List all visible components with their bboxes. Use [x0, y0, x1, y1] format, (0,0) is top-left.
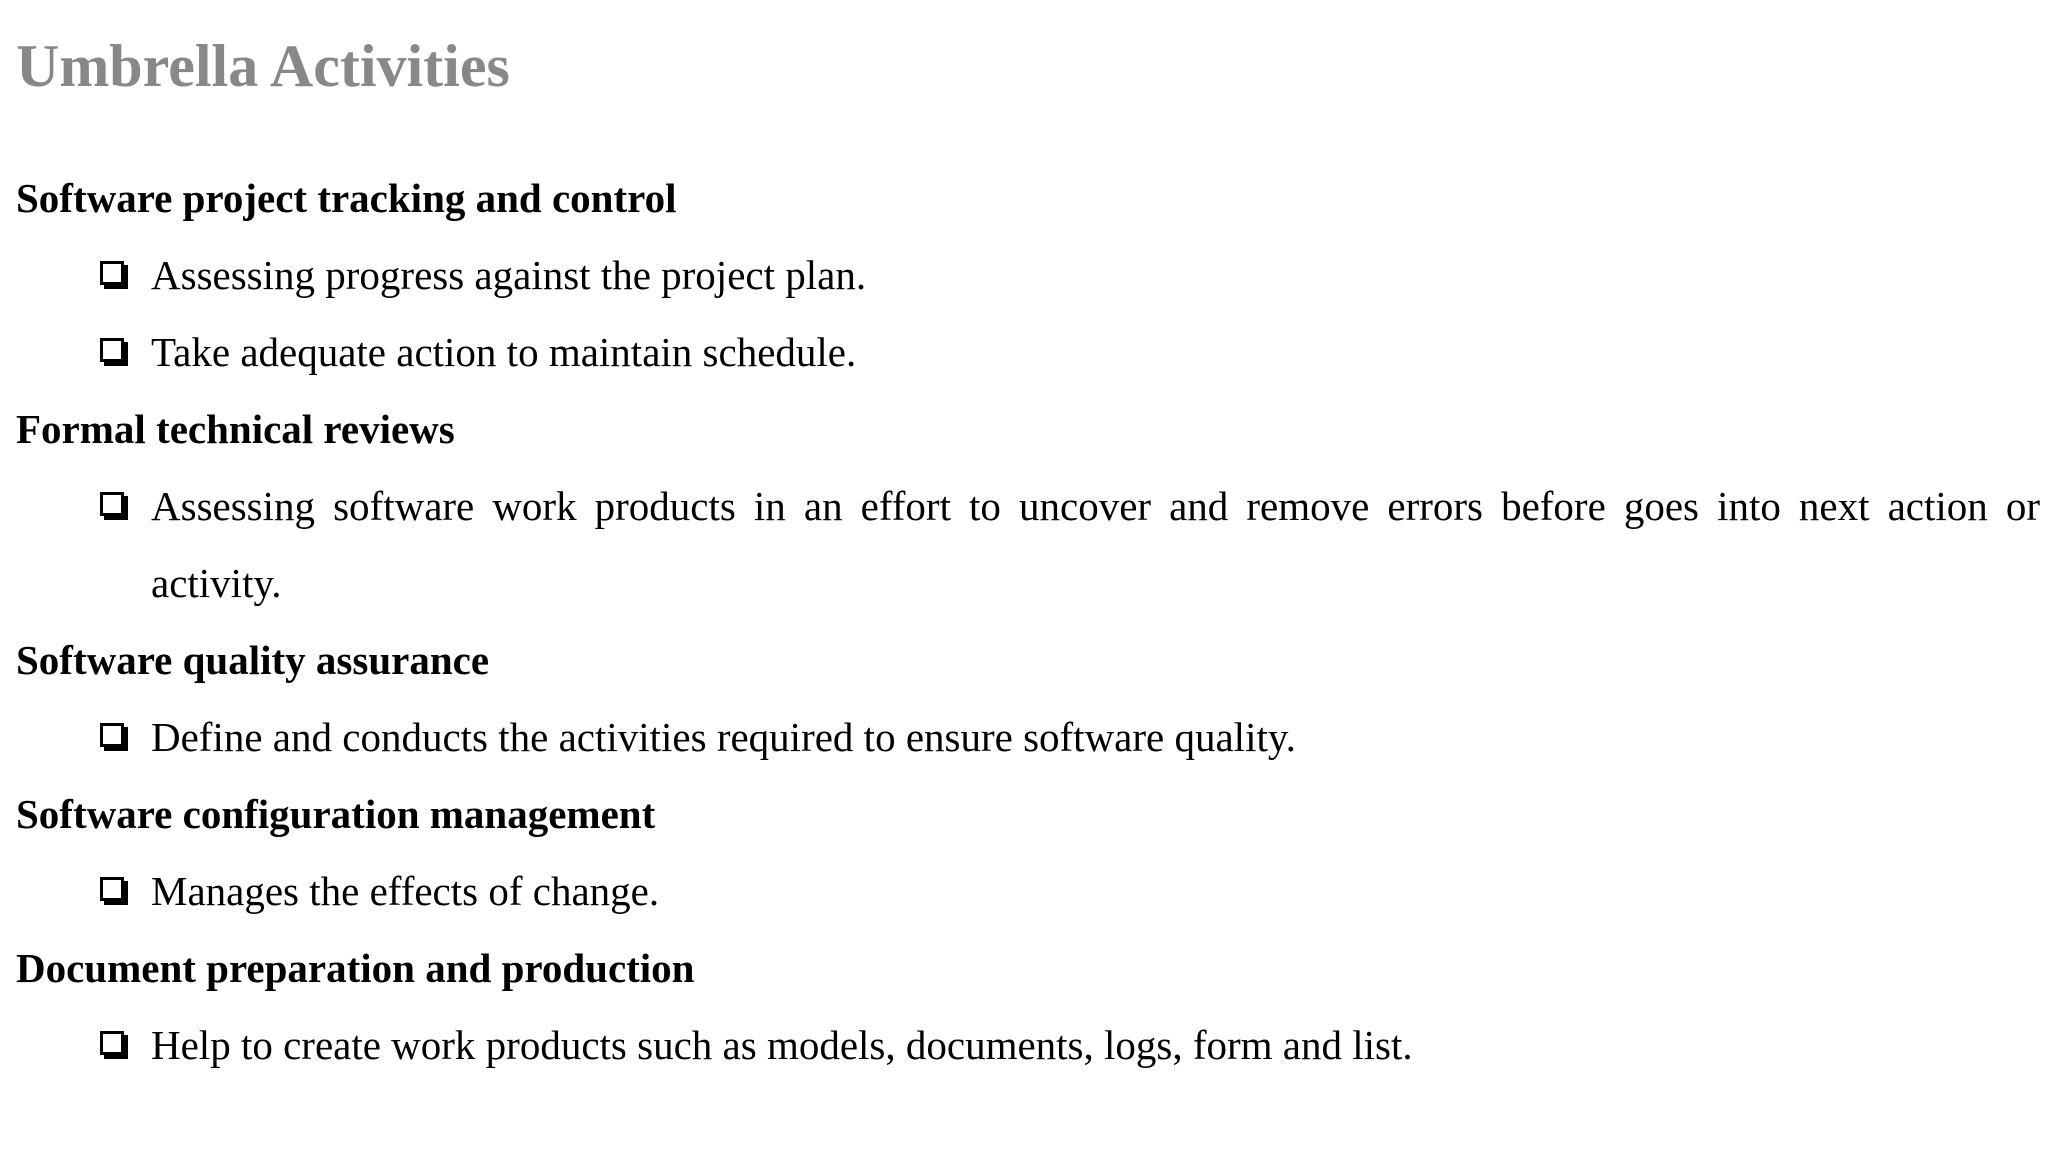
bullet-text: Manages the effects of change. — [151, 868, 660, 914]
bullet-item — [16, 853, 2040, 930]
bullet-list — [16, 1007, 2040, 1084]
bullet-item — [16, 314, 2040, 391]
checkbox-bullet-icon — [100, 1031, 124, 1055]
bullet-text: Take adequate action to maintain schedule. — [151, 329, 857, 375]
checkbox-bullet-icon — [100, 877, 124, 901]
section-technical-reviews — [16, 391, 2040, 622]
section-heading: Software configuration management — [16, 791, 656, 837]
bullet-list — [16, 853, 2040, 930]
slide-content — [16, 160, 2040, 1084]
bullet-text: Assessing software work products in an effort to uncover and remove errors before goes into next action or activity. — [151, 483, 2040, 606]
section-heading: Document preparation and production — [16, 945, 695, 991]
bullet-text: Assessing progress against the project plan. — [151, 252, 867, 298]
bullet-item — [16, 699, 2040, 776]
checkbox-bullet-icon — [100, 261, 124, 285]
section-project-tracking — [16, 160, 2040, 391]
bullet-item — [16, 237, 2040, 314]
section-document-preparation — [16, 930, 2040, 1084]
checkbox-bullet-icon — [100, 723, 124, 747]
section-heading: Software project tracking and control — [16, 175, 677, 221]
bullet-text: Help to create work products such as models, documents, logs, form and list. — [151, 1022, 1413, 1068]
section-heading: Software quality assurance — [16, 637, 490, 683]
bullet-list — [16, 468, 2040, 622]
bullet-item — [16, 468, 2040, 622]
section-configuration-management — [16, 776, 2040, 930]
bullet-list — [16, 699, 2040, 776]
slide-title: Umbrella Activities — [16, 33, 510, 99]
checkbox-bullet-icon — [100, 492, 124, 516]
bullet-list — [16, 237, 2040, 391]
bullet-item — [16, 1007, 2040, 1084]
checkbox-bullet-icon — [100, 338, 124, 362]
bullet-text: Define and conducts the activities required to ensure software quality. — [151, 714, 1296, 760]
section-quality-assurance — [16, 622, 2040, 776]
section-heading: Formal technical reviews — [16, 406, 455, 452]
